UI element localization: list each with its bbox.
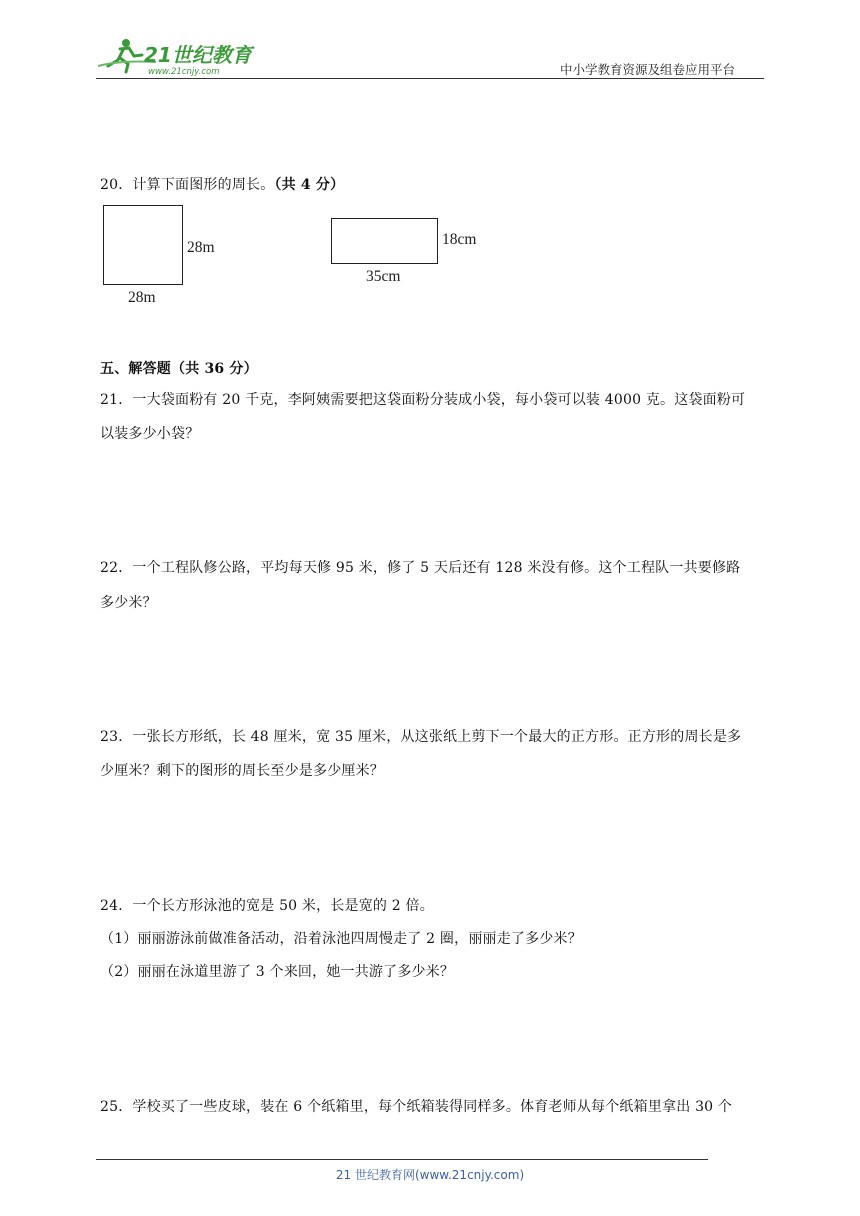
- logo-text: 21世纪教育: [144, 43, 252, 67]
- logo-graphic: [96, 36, 266, 80]
- logo-url: www.21cnjy.com: [148, 67, 220, 77]
- q20-text: 20．计算下面图形的周长。: [100, 177, 275, 193]
- section5-title: 五、解答题（共 36 分）: [100, 361, 258, 377]
- q24-sub2: （2）丽丽在泳道里游了 3 个来回，她一共游了多少米？: [100, 964, 455, 980]
- q20-score: （共 4 分）: [274, 177, 345, 193]
- q22-line1: 22．一个工程队修公路，平均每天修 95 米，修了 5 天后还有 128 米没有修。这个工程队一共要修路: [100, 560, 741, 576]
- q24-sub1: （1）丽丽游泳前做准备活动，沿着泳池四周慢走了 2 圈，丽丽走了多少米？: [100, 931, 582, 947]
- q23-line2: 少厘米？剩下的图形的周长至少是多少厘米？: [100, 763, 384, 779]
- q25-line1: 25．学校买了一些皮球，装在 6 个纸箱里，每个纸箱装得同样多。体育老师从每个纸箱里拿出 30 个: [100, 1099, 733, 1115]
- rectangle-height-label: 18cm: [442, 231, 477, 248]
- rectangle-figure: [331, 218, 438, 264]
- q21-line1: 21．一大袋面粉有 20 千克，李阿姨需要把这袋面粉分装成小袋，每小袋可以装 4000 克。这袋面粉可: [100, 392, 746, 408]
- footer-text: 21 世纪教育网(www.21cnjy.com): [335, 1168, 525, 1182]
- q21-line2: 以装多少小袋？: [100, 426, 200, 442]
- footer-divider: [96, 1159, 708, 1160]
- q23-line1: 23．一张长方形纸，长 48 厘米，宽 35 厘米，从这张纸上剪下一个最大的正方形。正方形的周长是多: [100, 729, 742, 745]
- q22-line2: 多少米？: [100, 595, 157, 611]
- square-figure: [103, 205, 183, 285]
- q20-heading: [100, 174, 344, 194]
- header-platform-name: 中小学教育资源及组卷应用平台: [560, 62, 736, 77]
- square-bottom-label: 28m: [128, 289, 156, 306]
- q24-line1: 24．一个长方形泳池的宽是 50 米，长是宽的 2 倍。: [100, 898, 434, 914]
- rectangle-width-label: 35cm: [366, 268, 401, 285]
- square-side-label: 28m: [187, 239, 215, 256]
- header-divider: [96, 78, 764, 79]
- site-logo: [96, 36, 266, 80]
